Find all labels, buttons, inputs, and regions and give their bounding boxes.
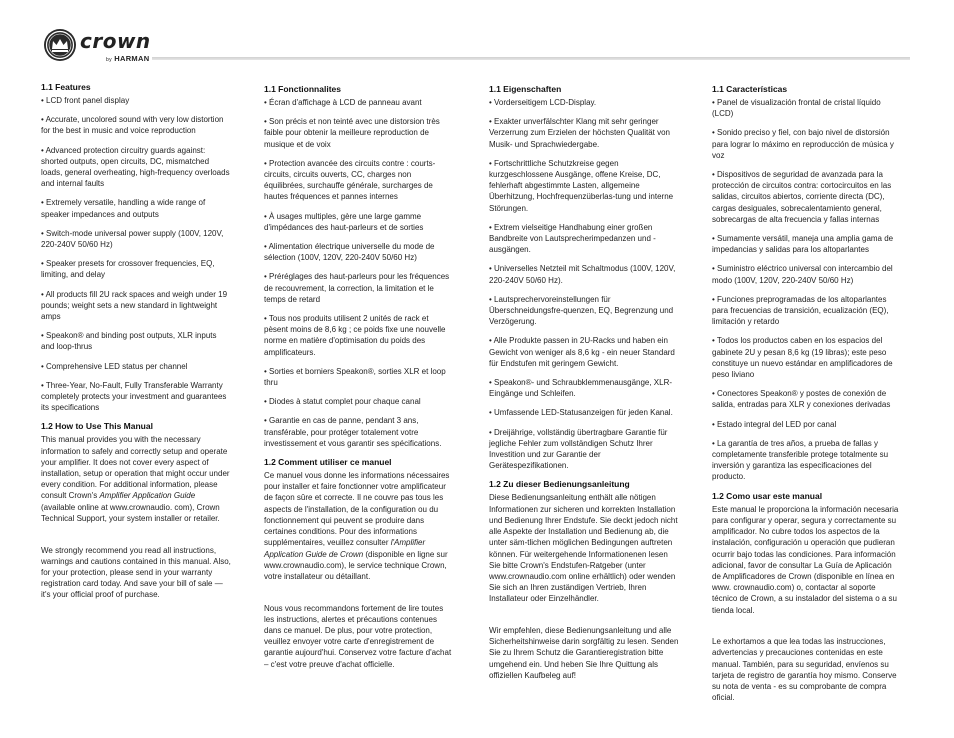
feature-item: • Sorties et borniers Speakon®, sorties XLR et loop thru: [264, 366, 454, 388]
header-rule: [152, 57, 910, 60]
manual-paragraph-text: (disponible en ligne sur www.crownaudio.com), le service technique Crown, votre installateur ou détaillant.: [264, 549, 448, 581]
feature-item: • Advanced protection circuitry guards against: shorted outputs, open circuits, DC, mismatched loads, general overheating, high-frequency overloads and internal faults: [41, 145, 231, 190]
harman-text: HARMAN: [114, 54, 150, 63]
feature-item: • All products fill 2U rack spaces and weigh under 19 pounds; weight sets a new standard in lightweight amps: [41, 289, 231, 323]
guide-title: Amplifier Application Guide: [99, 491, 196, 501]
feature-item: • Panel de visualización frontal de cristal líquido (LCD): [712, 97, 902, 119]
feature-item: • Alle Produkte passen in 2U-Racks und haben ein Gewicht von weniger als 8,6 kg - ein neuer Standard für Endstufen mit geringem Gewicht.: [489, 335, 679, 369]
feature-item: • Exakter unverfälschter Klang mit sehr geringer Verzerrung zum Erzielen der höchsten Qualität von Musik- und Sprachwiedergabe.: [489, 116, 679, 150]
section-title-manual: 1.2 How to Use This Manual: [41, 421, 153, 432]
feature-item: • Lautsprechervoreinstellungen für Überschneidungsfre-quenzen, EQ, Begrenzung und Verzögerung.: [489, 294, 679, 328]
feature-item: • Todos los productos caben en los espacios del gabinete 2U y pesan 8,6 kg (19 libras); este peso constituye un nuevo estándar en amplificadores de peso liviano: [712, 335, 902, 380]
manual-paragraph: [264, 470, 454, 582]
feature-item: • À usages multiples, gère une large gamme d'impédances des haut-parleurs et de sorties: [264, 211, 454, 233]
paragraph-spacer: [489, 615, 679, 625]
features-list: [712, 97, 902, 483]
page-header: [0, 0, 954, 80]
feature-item: • Vorderseitigem LCD-Display.: [489, 97, 679, 108]
feature-item: • Accurate, uncolored sound with very low distortion for the best in music and voice reproduction: [41, 114, 231, 136]
manual-paragraph: [489, 492, 679, 604]
manual-paragraph: [712, 504, 902, 616]
manual-paragraph-text: Diese Bedienungsanleitung enthält alle nötigen Informationen zur sicheren und korrekten Installation und Bedienung Ihrer Endstufe. Sie deckt jedoch nicht alle Aspekte der Installation und Bedienung ab, die unter säm-tlichen möglichen Bedingungen auftreten können. Für weitergehende Informationenen lesen Sie bitte Crown's Endstufen-Ratgeber (unter www.crownaudio.com online erhältlich) oder wenden Sie sich an Ihren zuständigen Vertrieb, Ihren Installateur oder Einzelhändler.: [489, 493, 678, 604]
feature-item: • Préréglages des haut-parleurs pour les fréquences de recouvrement, la correction, la limitation et le temps de retard: [264, 271, 454, 305]
section-title-features: 1.1 Features: [41, 82, 91, 92]
feature-item: • LCD front panel display: [41, 95, 231, 106]
crown-icon: [44, 29, 76, 61]
feature-item: • Sumamente versátil, maneja una amplia gama de impedancias y salidas para los altoparlantes: [712, 233, 902, 255]
feature-item: • Three-Year, No-Fault, Fully Transferable Warranty completely protects your investment and guarantees its specifications: [41, 380, 231, 414]
feature-item: • Suministro eléctrico universal con intercambio del modo (100V, 120V, 220-240V 50/60 Hz): [712, 263, 902, 285]
section-title-manual: 1.2 Comment utiliser ce manuel: [264, 457, 392, 468]
feature-item: • Diodes à statut complet pour chaque canal: [264, 396, 454, 407]
section-title-features: 1.1 Características: [712, 84, 788, 94]
feature-item: • La garantía de tres años, a prueba de fallas y completamente transferible protege totalmente su inversión y garantiza las especificaciones del producto.: [712, 438, 902, 483]
feature-item: • Écran d'affichage à LCD de panneau avant: [264, 97, 454, 108]
feature-item: • Garantie en cas de panne, pendant 3 ans, transférable, pour protéger totalement votre investissement et vous garantir ses spécifications.: [264, 415, 454, 449]
feature-item: • Son précis et non teinté avec une distorsion très faible pour obtenir la meilleure reproduction de musique et de voix: [264, 116, 454, 150]
feature-item: • Switch-mode universal power supply (100V, 120V, 220-240V 50/60 Hz): [41, 228, 231, 250]
feature-item: • Fortschrittliche Schutzkreise gegen kurzgeschlossene Ausgänge, offene Kreise, DC, fehlerhaft abgestimmte Lasten, allgemeine Überhitzung, Hochfrequenzüberlas-tung und interne Störungen.: [489, 158, 679, 214]
recommendation-paragraph: Le exhortamos a que lea todas las instrucciones, advertencias y precauciones contenidas en este manual. También, para su seguridad, envíenos su tarjeta de registro de garantía hoy mismo. Conserve su nota de venta - es su comprobante de compra oficial.: [712, 637, 897, 703]
recommendation-paragraph: Wir empfehlen, diese Bedienungsanleitung und alle Sicherheitshinweise darin sorgfältig zu lesen. Senden Sie zu Ihrem Schutz die Garantieregistration bitte umgehend ein. Und heben Sie Ihre Quittung als offiziellen Kaufbeleg auf!: [489, 626, 679, 680]
section-title-manual: 1.2 Zu dieser Bedienungsanleitung: [489, 479, 630, 490]
features-list: [489, 97, 679, 471]
manual-paragraph-text: (available online at www.crownaudio. com), Crown Technical Support, your system installer or retailer.: [41, 502, 220, 523]
recommendation-paragraph: Nous vous recommandons fortement de lire toutes les instructions, alertes et précautions contenues dans ce manuel. De plus, pour votre protection, veuillez envoyer votre carte d'enregistrement de garantie aujourd'hui. Conservez votre facture d'achat – c'est votre preuve d'achat officielle.: [264, 603, 452, 669]
brand-logo-text: crown: [80, 29, 151, 53]
manual-paragraph: [41, 434, 231, 524]
feature-item: • Dreijährige, vollständig übertragbare Garantie für jegliche Fehler zum vollständigen Schutz Ihrer Investition und zur Garantie der Gerätespezifikationen.: [489, 427, 679, 472]
guide-title: l'Amplifier Application Guide de Crown: [264, 538, 426, 559]
paragraph-spacer: [41, 535, 231, 545]
recommendation-paragraph: We strongly recommend you read all instructions, warnings and cautions contained in this manual. Also, for your protection, please send in your warranty registration card today. And save your bill of sale — it's your official proof of purchase.: [41, 545, 231, 600]
feature-item: • Sonido preciso y fiel, con bajo nivel de distorsión para lograr lo máximo en reproducción de música y voz: [712, 127, 902, 161]
column-french: [264, 84, 454, 680]
feature-item: • Speakon®- und Schraubklemmenausgänge, XLR-Eingänge und Schleifen.: [489, 377, 679, 399]
feature-item: • Funciones preprogramadas de los altoparlantes para frecuencias de transición, ecualización (EQ), limitación y retardo: [712, 294, 902, 328]
paragraph-spacer: [712, 626, 902, 636]
features-list: [41, 95, 231, 413]
manual-paragraph-text: Ce manuel vous donne les informations nécessaires pour installer et faire fonctionner votre amplificateur de façon sûre et correcte. Il ne couvre pas tous les aspects de l'installation, de la configuration ou du fonctionnement qui peuvent se produire dans certaines conditions. Pour des informations supplémentaires, veuillez consulter: [264, 471, 450, 548]
section-title-manual: 1.2 Como usar este manual: [712, 490, 823, 501]
manual-paragraph-text: This manual provides you with the necessary information to safely and correctly setup and operate your amplifier. It does not cover every aspect of installation, setup or operation that might occur under every condition. For additional information, please consult Crown's: [41, 435, 230, 501]
feature-item: • Universelles Netzteil mit Schaltmodus (100V, 120V, 220-240V 50/60 Hz).: [489, 263, 679, 285]
column-english: [41, 82, 231, 611]
feature-item: • Alimentation électrique universelle du mode de sélection (100V, 120V, 220-240V 50/60 Hz): [264, 241, 454, 263]
paragraph-spacer: [264, 593, 454, 603]
section-title-features: 1.1 Eigenschaften: [489, 84, 562, 94]
feature-item: • Umfassende LED-Statusanzeigen für jeden Kanal.: [489, 407, 679, 418]
feature-item: • Speakon® and binding post outputs, XLR inputs and loop-thrus: [41, 330, 231, 352]
feature-item: • Conectores Speakon® y postes de conexión de salida, entradas para XLR y conexiones derivadas: [712, 388, 902, 410]
feature-item: • Extremely versatile, handling a wide range of speaker impedances and outputs: [41, 197, 231, 219]
feature-item: • Dispositivos de seguridad de avanzada para la protección de circuitos contra: cortocircuitos en las salidas, circuitos abiertos, corriente directa (DC), cargas desiguales, sobrecalentamiento general, sobrecargas de alta frecuencia y fallas internas: [712, 169, 902, 225]
feature-item: • Protection avancée des circuits contre : courts-circuits, circuits ouverts, CC, charges non équilibrées, surchauffe générale, surcharges de hautes fréquences et pannes internes: [264, 158, 454, 203]
harman-logo-text: [106, 54, 149, 63]
section-title-features: 1.1 Fonctionnalites: [264, 84, 341, 94]
column-german: [489, 84, 679, 692]
feature-item: • Estado integral del LED por canal: [712, 419, 902, 430]
feature-item: • Tous nos produits utilisent 2 unités de rack et pèsent moins de 8,6 kg ; ce poids fixe une nouvelle norme en matière d'optimisation du poids des amplificateurs.: [264, 313, 454, 358]
manual-paragraph-text: Este manual le proporciona la información necesaria para configurar y operar, segura y correctamente su amplificador. No cubre todos los aspectos de la instalación, configuración u operación que pudieran ocurrir bajo todas las condiciones. Para información adicional, favor de consultar La Guía de Aplicación de Amplificadores de Crown (disponible en línea en www. crownaudio.com) o, contactar al soporte técnico de Crown, a su instalador del sistema o a su tienda local.: [712, 504, 899, 615]
feature-item: • Comprehensive LED status per channel: [41, 361, 231, 372]
feature-item: • Extrem vielseitige Handhabung einer großen Bandbreite von Lautsprecherimpedanzen und -ausgängen.: [489, 222, 679, 256]
features-list: [264, 97, 454, 449]
feature-item: • Speaker presets for crossover frequencies, EQ, limiting, and delay: [41, 258, 231, 280]
by-text: by: [106, 57, 112, 63]
column-spanish: [712, 84, 902, 714]
